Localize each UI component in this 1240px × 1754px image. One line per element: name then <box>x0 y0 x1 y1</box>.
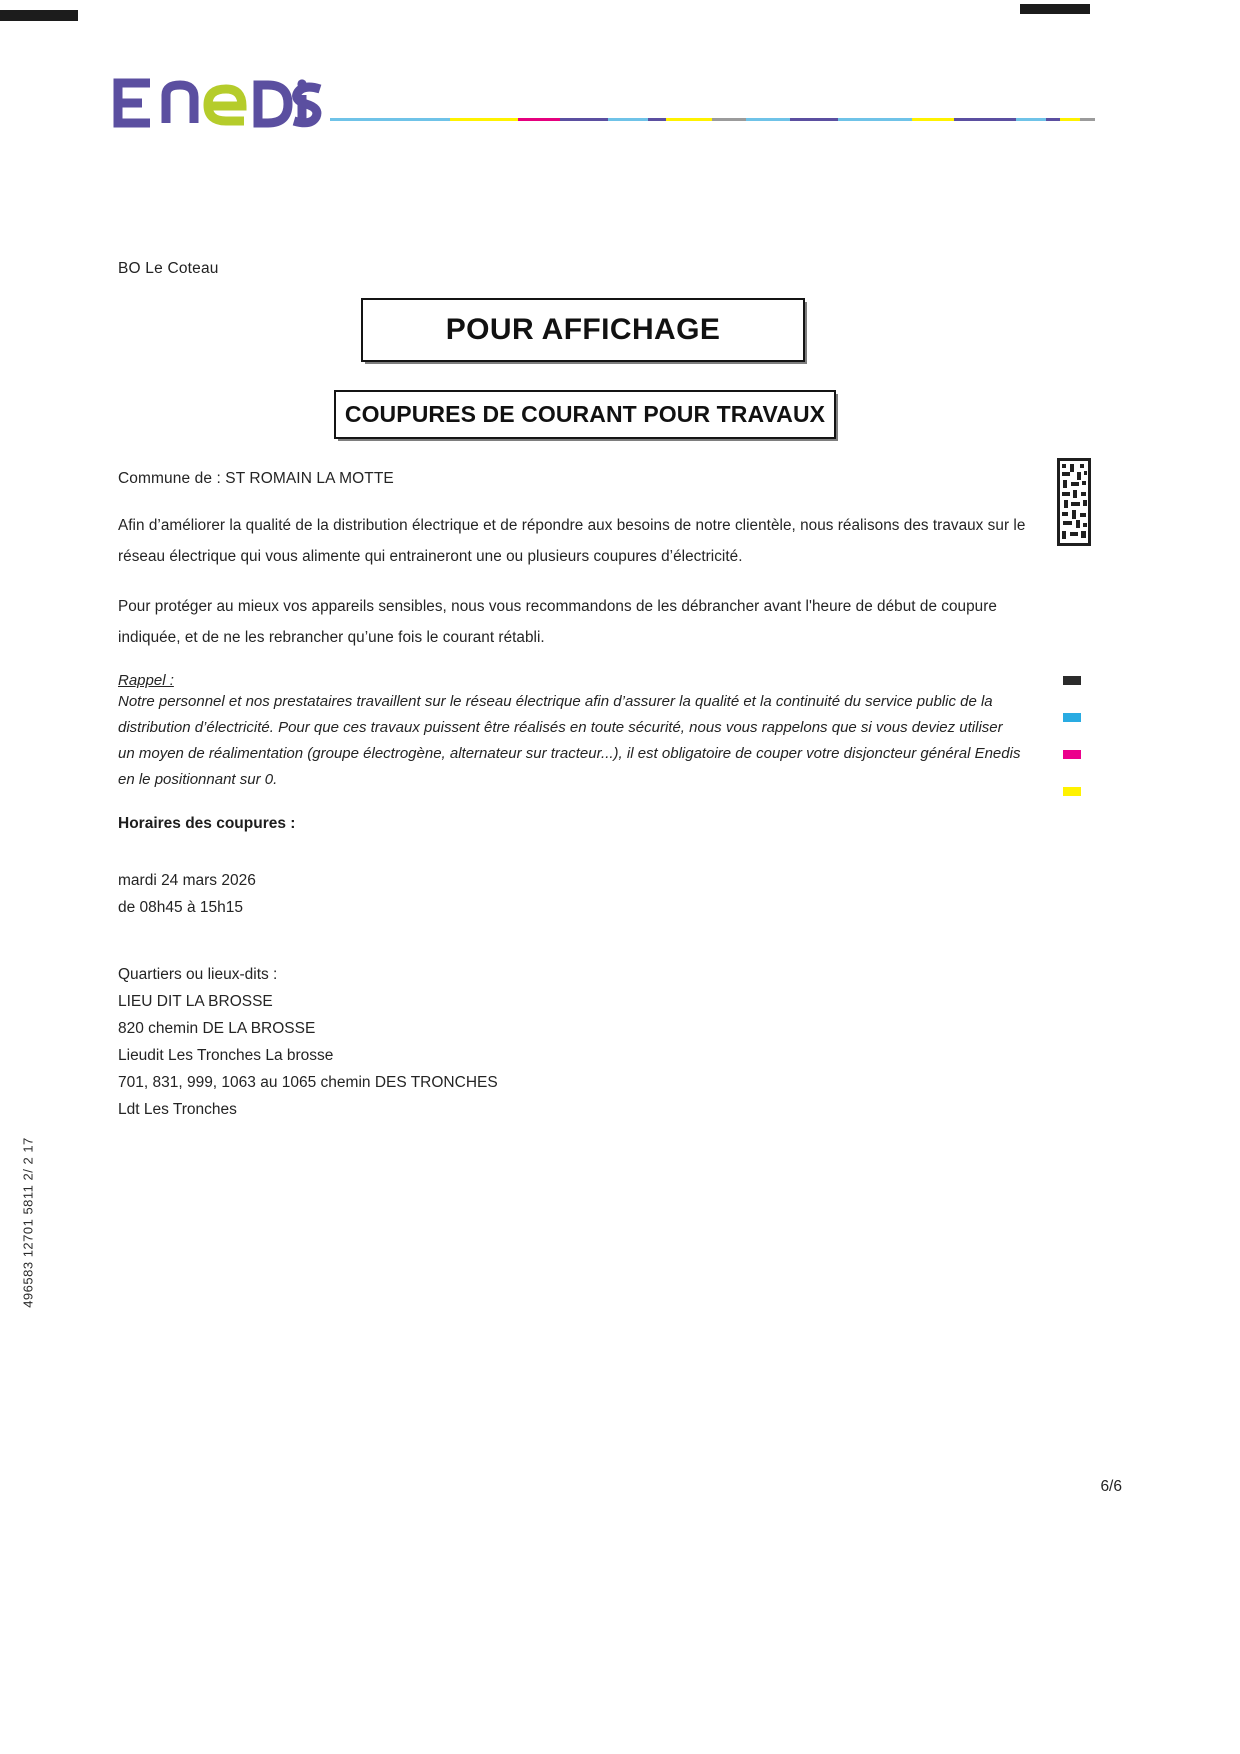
place-item: LIEU DIT LA BROSSE <box>118 993 273 1010</box>
brand-color-rule <box>330 118 1095 122</box>
main-title-box <box>361 298 805 362</box>
registration-mark-top-right <box>1020 4 1090 14</box>
datamatrix-code <box>1057 458 1091 546</box>
commune-line: Commune de : ST ROMAIN LA MOTTE <box>118 470 394 487</box>
place-item: Ldt Les Tronches <box>118 1101 237 1118</box>
rappel-paragraph: Notre personnel et nos prestataires travaillent sur le réseau électrique afin d’assurer la qualité et la continuité du service public de la distribution d’électricité. Pour que ces travaux puissent être réalisés en toute sécurité, nous vous rappelons que si vous deviez utiliser un moyen de réalimentation (groupe électrogène, alternateur sur tracteur...), il est obligatoire de couper votre disjoncteur général Enedis en le positionnant sur 0. <box>118 693 1021 788</box>
document-body <box>118 470 1026 1123</box>
enedis-logo <box>108 75 323 131</box>
page-title: POUR AFFICHAGE <box>445 313 721 346</box>
place-item: 701, 831, 999, 1063 au 1065 chemin DES TRONCHES <box>118 1074 498 1091</box>
advice-paragraph: Pour protéger au mieux vos appareils sensibles, nous vous recommandons de les débrancher avant l'heure de début de coupure indiquée, et de ne les rebrancher qu’une fois le courant rétabli. <box>118 598 997 646</box>
page-number: 6/6 <box>1100 1478 1122 1495</box>
schedule-heading: Horaires des coupures : <box>118 815 296 832</box>
office-label: BO Le Coteau <box>118 260 219 277</box>
intro-paragraph: Afin d’améliorer la qualité de la distribution électrique et de répondre aux besoins de notre clientèle, nous réalisons des travaux sur le réseau électrique qui vous alimente qui entraineront une ou plusieurs coupures d’électricité. <box>118 517 1026 565</box>
place-item: Lieudit Les Tronches La brosse <box>118 1047 334 1064</box>
subtitle-box <box>334 390 836 439</box>
schedule-date: mardi 24 mars 2026 <box>118 872 256 889</box>
schedule-time-range: de 08h45 à 15h15 <box>118 899 243 916</box>
registration-mark-top-left <box>0 10 78 21</box>
color-calibration-mark-magenta <box>1063 750 1081 759</box>
color-calibration-mark-black <box>1063 676 1081 685</box>
color-calibration-mark-yellow <box>1063 787 1081 796</box>
places-section <box>118 961 1026 1123</box>
page-subtitle: COUPURES DE COURANT POUR TRAVAUX <box>344 401 826 427</box>
color-calibration-mark-cyan <box>1063 713 1081 722</box>
places-heading: Quartiers ou lieux-dits : <box>118 966 278 983</box>
side-reference-code: 496583 12701 5811 2/ 2 17 <box>20 1137 36 1308</box>
rappel-heading: Rappel : <box>118 672 174 689</box>
place-item: 820 chemin DE LA BROSSE <box>118 1020 316 1037</box>
